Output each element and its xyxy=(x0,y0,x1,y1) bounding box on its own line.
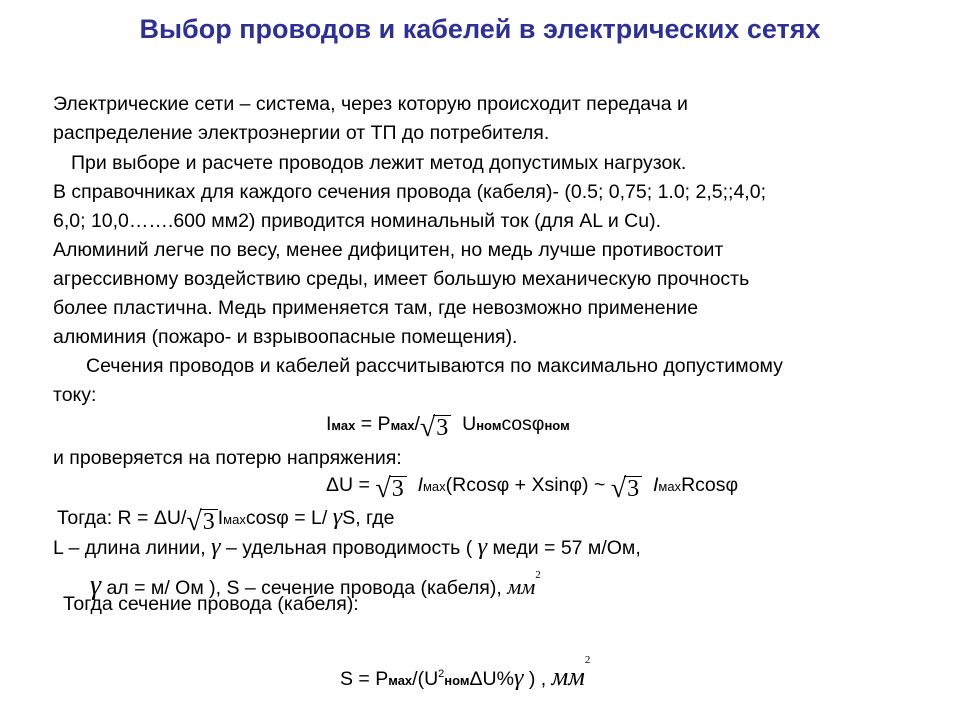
sqrt-symbol: √3 xyxy=(611,474,642,501)
slide-title: Выбор проводов и кабелей в электрических сетях xyxy=(139,14,821,44)
then-section-text: Тогда сечение провода (кабеля): xyxy=(63,593,359,615)
paragraph-line-6: Алюминий легче по весу, менее дифицитен, но медь лучше противостоит xyxy=(53,239,724,261)
formula-r: Тогда: R = ΔU/√3 Iмахcosφ = L/ γS, где xyxy=(57,504,395,537)
check-voltage-text: и проверяется на потерю напряжения: xyxy=(53,447,402,469)
paragraph-line-2: распределение электроэнергии от ТП до потребителя. xyxy=(53,122,550,144)
paragraph-line-7: агрессивному воздействию среды, имеет большую механическую прочность xyxy=(53,268,750,290)
paragraph-line-1: Электрические сети – система, через которую происходит передача и xyxy=(53,93,688,115)
length-definition: L – длина линии, γ – удельная проводимость ( γ меди = 57 м/Ом, xyxy=(53,534,641,560)
aluminium-definition: γ ал = м/ Ом ), S – сечение провода (кабеля), $мм^2$ xyxy=(90,569,541,601)
paragraph-line-3: При выборе и расчете проводов лежит метод допустимых нагрузок. xyxy=(71,152,687,174)
paragraph-line-4: В справочниках для каждого сечения провода (кабеля)- (0.5; 0,75; 1.0; 2,5;;4,0; xyxy=(53,181,766,203)
sqrt-symbol: √3 xyxy=(420,413,451,440)
paragraph-line-9: алюминия (пожаро- и взрывоопасные помещения). xyxy=(53,326,518,348)
paragraph-line-11: току: xyxy=(53,384,97,406)
formula-s: S = Pмах/($U^2ном\Delta U\%\gamma$ ) , $мм^2$ xyxy=(340,654,591,691)
sqrt-symbol: √3 xyxy=(186,507,217,534)
paragraph-line-8: более пластична. Медь применяется там, где невозможно применение xyxy=(53,297,699,319)
formula-imax: Iмах = Pмах/√3 Uномcosφном xyxy=(326,412,570,443)
paragraph-line-5: 6,0; 10,0…….600 мм2) приводится номинальный ток (для AL и Cu). xyxy=(53,210,661,232)
formula-du: ΔU = √3 Iмах(Rcosφ + Xsinφ) ~ √3 IмахRcosφ xyxy=(326,473,739,504)
sqrt-symbol: √3 xyxy=(375,474,406,501)
paragraph-line-10: Сечения проводов и кабелей рассчитываются по максимально допустимому xyxy=(86,355,783,377)
